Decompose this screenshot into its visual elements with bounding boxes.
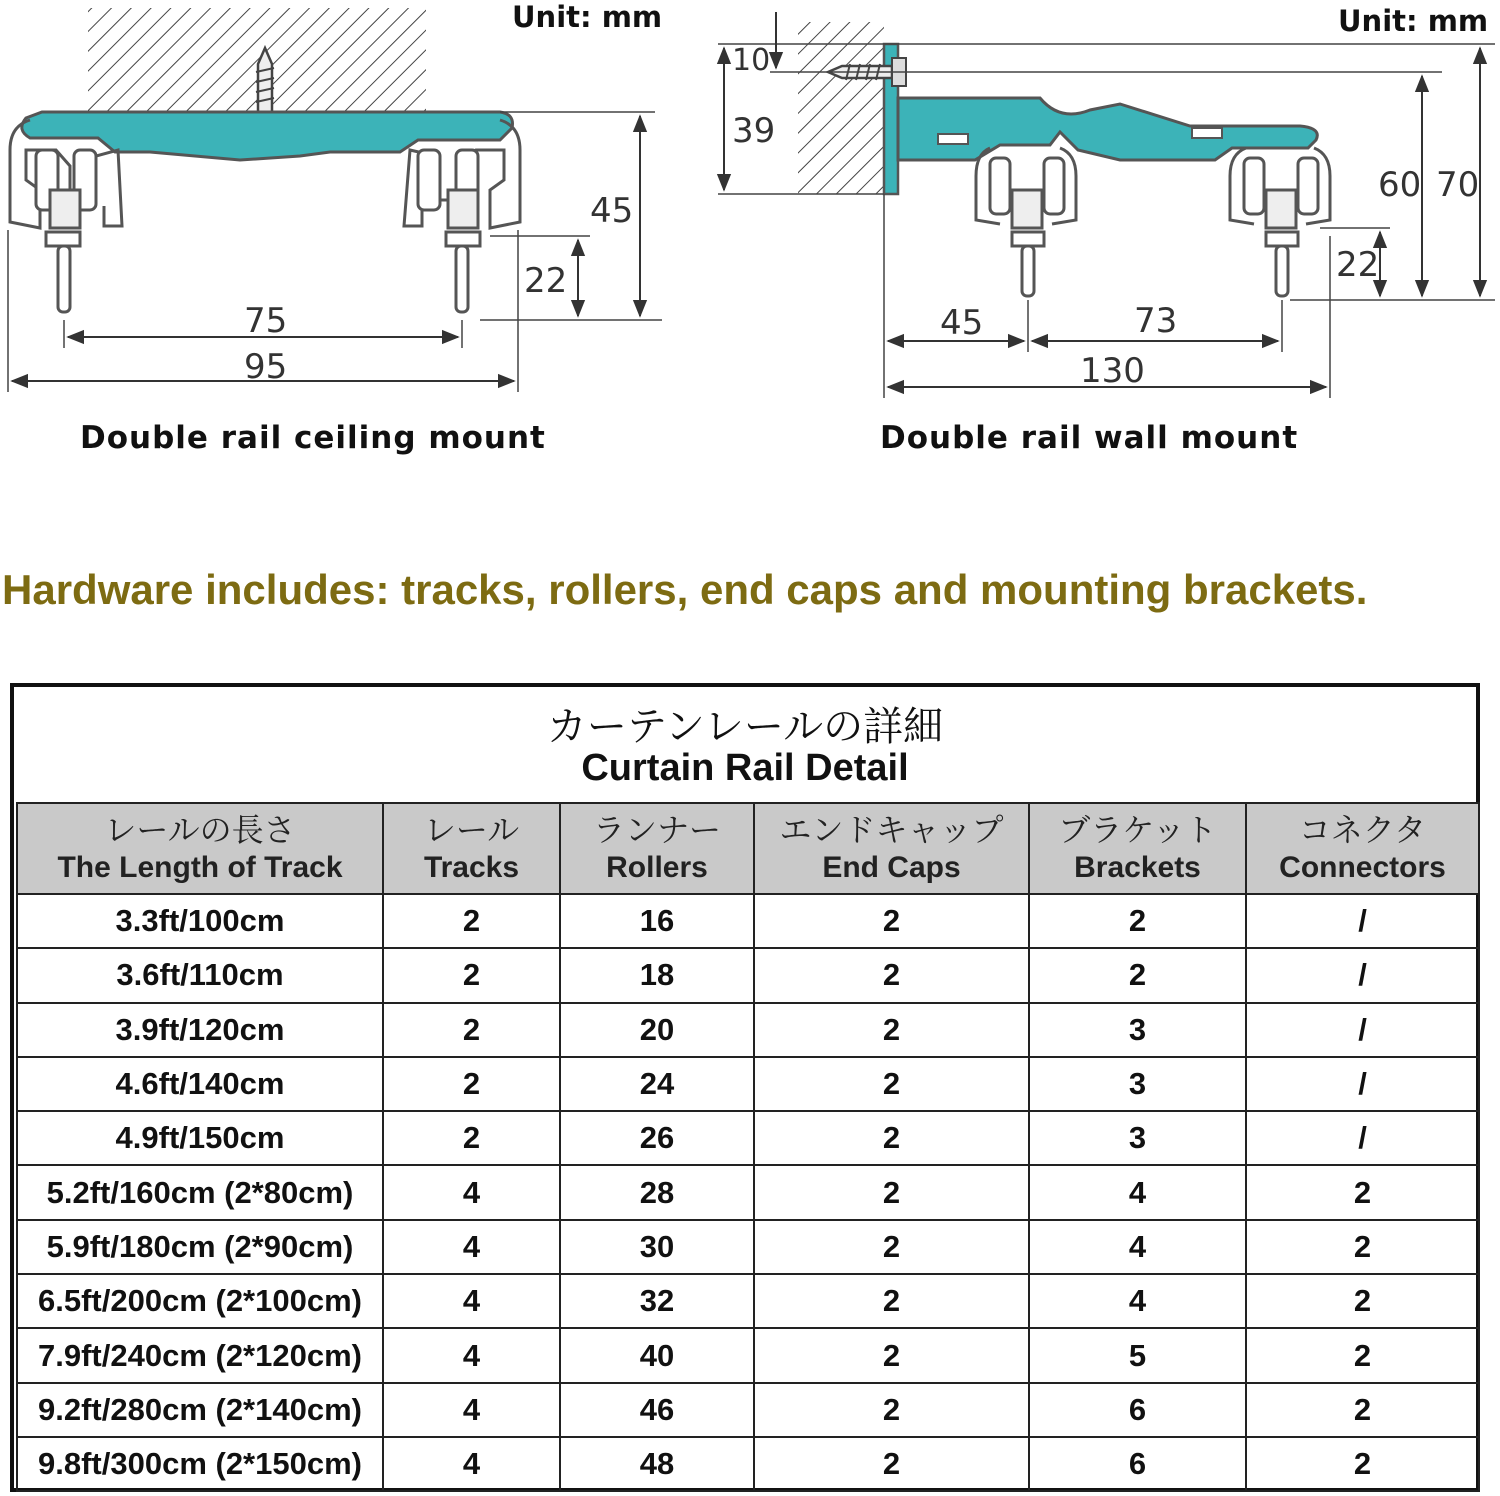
table-cell: 30 [560, 1220, 754, 1274]
table-cell: 4 [383, 1328, 560, 1382]
table-cell: 26 [560, 1111, 754, 1165]
column-header-en: Brackets [1074, 850, 1201, 884]
table-cell: 2 [1246, 1328, 1479, 1382]
table-cell: 6 [1029, 1383, 1246, 1437]
table-cell: 2 [1246, 1165, 1479, 1219]
column-header-en: The Length of Track [57, 850, 343, 884]
wall-dim-22: 22 [1336, 245, 1380, 285]
table-row [17, 1111, 1479, 1165]
table-row [17, 1165, 1479, 1219]
table-cell: 28 [560, 1165, 754, 1219]
wall-right-roller-icon [1230, 148, 1330, 296]
table-cell: 5.2ft/160cm (2*80cm) [17, 1165, 383, 1219]
table-cell: 2 [1246, 1220, 1479, 1274]
column-header-en: Tracks [423, 850, 520, 884]
column-header-jp: レール [423, 810, 520, 849]
table-body [17, 894, 1479, 1491]
table-row [17, 1220, 1479, 1274]
table-title-jp: カーテンレールの詳細 [546, 704, 944, 750]
table-cell: 6 [1029, 1437, 1246, 1491]
ceiling-left-roller-icon [36, 150, 96, 312]
table-cell: 2 [754, 1111, 1029, 1165]
table-cell: 4 [1029, 1220, 1246, 1274]
table-cell: 2 [383, 1111, 560, 1165]
table-cell: 2 [1029, 948, 1246, 1002]
table-title-en: Curtain Rail Detail [581, 747, 909, 789]
table-cell: 18 [560, 948, 754, 1002]
ceiling-mount-drawing [8, 0, 662, 392]
table-row [17, 1437, 1479, 1491]
detail-table [16, 802, 1480, 1492]
table-cell: 48 [560, 1437, 754, 1491]
table-cell: 2 [754, 1383, 1029, 1437]
table-cell: / [1246, 894, 1479, 948]
table-cell: 2 [1246, 1274, 1479, 1328]
wall-dim-130: 130 [1080, 351, 1145, 391]
table-cell: 3.3ft/100cm [17, 894, 383, 948]
column-header [754, 803, 1029, 894]
table-cell: 3.9ft/120cm [17, 1003, 383, 1057]
column-header [560, 803, 754, 894]
table-cell: 3 [1029, 1111, 1246, 1165]
column-header-jp: ランナー [592, 810, 721, 849]
table-cell: 40 [560, 1328, 754, 1382]
column-header-jp: レールの長さ [104, 810, 296, 849]
table-cell: 2 [754, 1003, 1029, 1057]
wall-mount-drawing [718, 4, 1495, 398]
column-header-jp: エンドキャップ [779, 810, 1004, 849]
ceiling-right-roller-icon [418, 150, 480, 312]
column-header [1246, 803, 1479, 894]
table-cell: 5 [1029, 1328, 1246, 1382]
table-cell: / [1246, 1057, 1479, 1111]
table-cell: / [1246, 948, 1479, 1002]
wall-bracket-arm [898, 98, 1317, 160]
table-cell: 2 [754, 1057, 1029, 1111]
table-cell: 2 [754, 1328, 1029, 1382]
wall-dim-60: 60 [1378, 165, 1422, 205]
table-cell: 2 [1246, 1383, 1479, 1437]
wall-dim-39: 39 [732, 111, 776, 151]
table-cell: 4 [383, 1220, 560, 1274]
table-cell: 2 [754, 894, 1029, 948]
table-row [17, 948, 1479, 1002]
table-cell: 5.9ft/180cm (2*90cm) [17, 1220, 383, 1274]
column-header-jp: ブラケット [1058, 810, 1217, 849]
table-cell: 9.2ft/280cm (2*140cm) [17, 1383, 383, 1437]
mount-diagrams [0, 0, 1500, 470]
table-cell: 9.8ft/300cm (2*150cm) [17, 1437, 383, 1491]
table-cell: / [1246, 1111, 1479, 1165]
table-row [17, 1328, 1479, 1382]
table-cell: / [1246, 1003, 1479, 1057]
table-cell: 3.6ft/110cm [17, 948, 383, 1002]
table-cell: 4 [1029, 1274, 1246, 1328]
table-title [14, 687, 1476, 803]
table-row [17, 1383, 1479, 1437]
rail-detail-table [10, 683, 1480, 1492]
table-row [17, 894, 1479, 948]
column-header-en: Rollers [606, 850, 708, 884]
wall-mount-caption: Double rail wall mount [880, 420, 1299, 456]
ceiling-unit-label: Unit: mm [512, 0, 663, 34]
table-cell: 4 [383, 1437, 560, 1491]
column-header [17, 803, 383, 894]
table-row [17, 1274, 1479, 1328]
table-cell: 3 [1029, 1057, 1246, 1111]
ceiling-dim-45: 45 [590, 191, 634, 231]
table-cell: 32 [560, 1274, 754, 1328]
ceiling-dim-95: 95 [244, 347, 288, 387]
ceiling-dim-75: 75 [244, 301, 288, 341]
table-cell: 2 [383, 948, 560, 1002]
table-cell: 3 [1029, 1003, 1246, 1057]
wall-dim-10: 10 [732, 43, 771, 78]
table-cell: 24 [560, 1057, 754, 1111]
table-cell: 6.5ft/200cm (2*100cm) [17, 1274, 383, 1328]
column-header [383, 803, 560, 894]
table-cell: 16 [560, 894, 754, 948]
ceiling-dim-22: 22 [524, 261, 568, 301]
ceiling-mount-caption: Double rail ceiling mount [80, 420, 546, 456]
table-cell: 4 [383, 1274, 560, 1328]
column-header-en: Connectors [1279, 850, 1446, 884]
table-cell: 2 [754, 1220, 1029, 1274]
wall-dim-70: 70 [1436, 165, 1480, 205]
diagram-area [0, 0, 1500, 470]
table-row [17, 1057, 1479, 1111]
wall-unit-label: Unit: mm [1338, 4, 1489, 38]
table-cell: 2 [754, 1165, 1029, 1219]
table-header-row [17, 803, 1479, 894]
table-cell: 2 [754, 1274, 1029, 1328]
table-cell: 7.9ft/240cm (2*120cm) [17, 1328, 383, 1382]
table-cell: 2 [1246, 1437, 1479, 1491]
table-cell: 2 [1029, 894, 1246, 948]
table-cell: 4.6ft/140cm [17, 1057, 383, 1111]
table-cell: 4 [383, 1165, 560, 1219]
table-cell: 46 [560, 1383, 754, 1437]
table-cell: 4 [1029, 1165, 1246, 1219]
hardware-headline: Hardware includes: tracks, rollers, end caps and mounting brackets. [2, 566, 1368, 613]
table-cell: 2 [383, 894, 560, 948]
column-header-en: End Caps [822, 850, 961, 884]
table-cell: 20 [560, 1003, 754, 1057]
wall-dim-73: 73 [1134, 301, 1178, 341]
table-cell: 2 [754, 948, 1029, 1002]
table-cell: 2 [383, 1003, 560, 1057]
wall-dim-45: 45 [940, 303, 984, 343]
wall-hatch [798, 22, 884, 194]
column-header-jp: コネクタ [1298, 810, 1427, 849]
table-cell: 4.9ft/150cm [17, 1111, 383, 1165]
table-cell: 2 [383, 1057, 560, 1111]
column-header [1029, 803, 1246, 894]
table-cell: 4 [383, 1383, 560, 1437]
table-cell: 2 [754, 1437, 1029, 1491]
table-row [17, 1003, 1479, 1057]
wall-left-roller-icon [976, 148, 1076, 296]
